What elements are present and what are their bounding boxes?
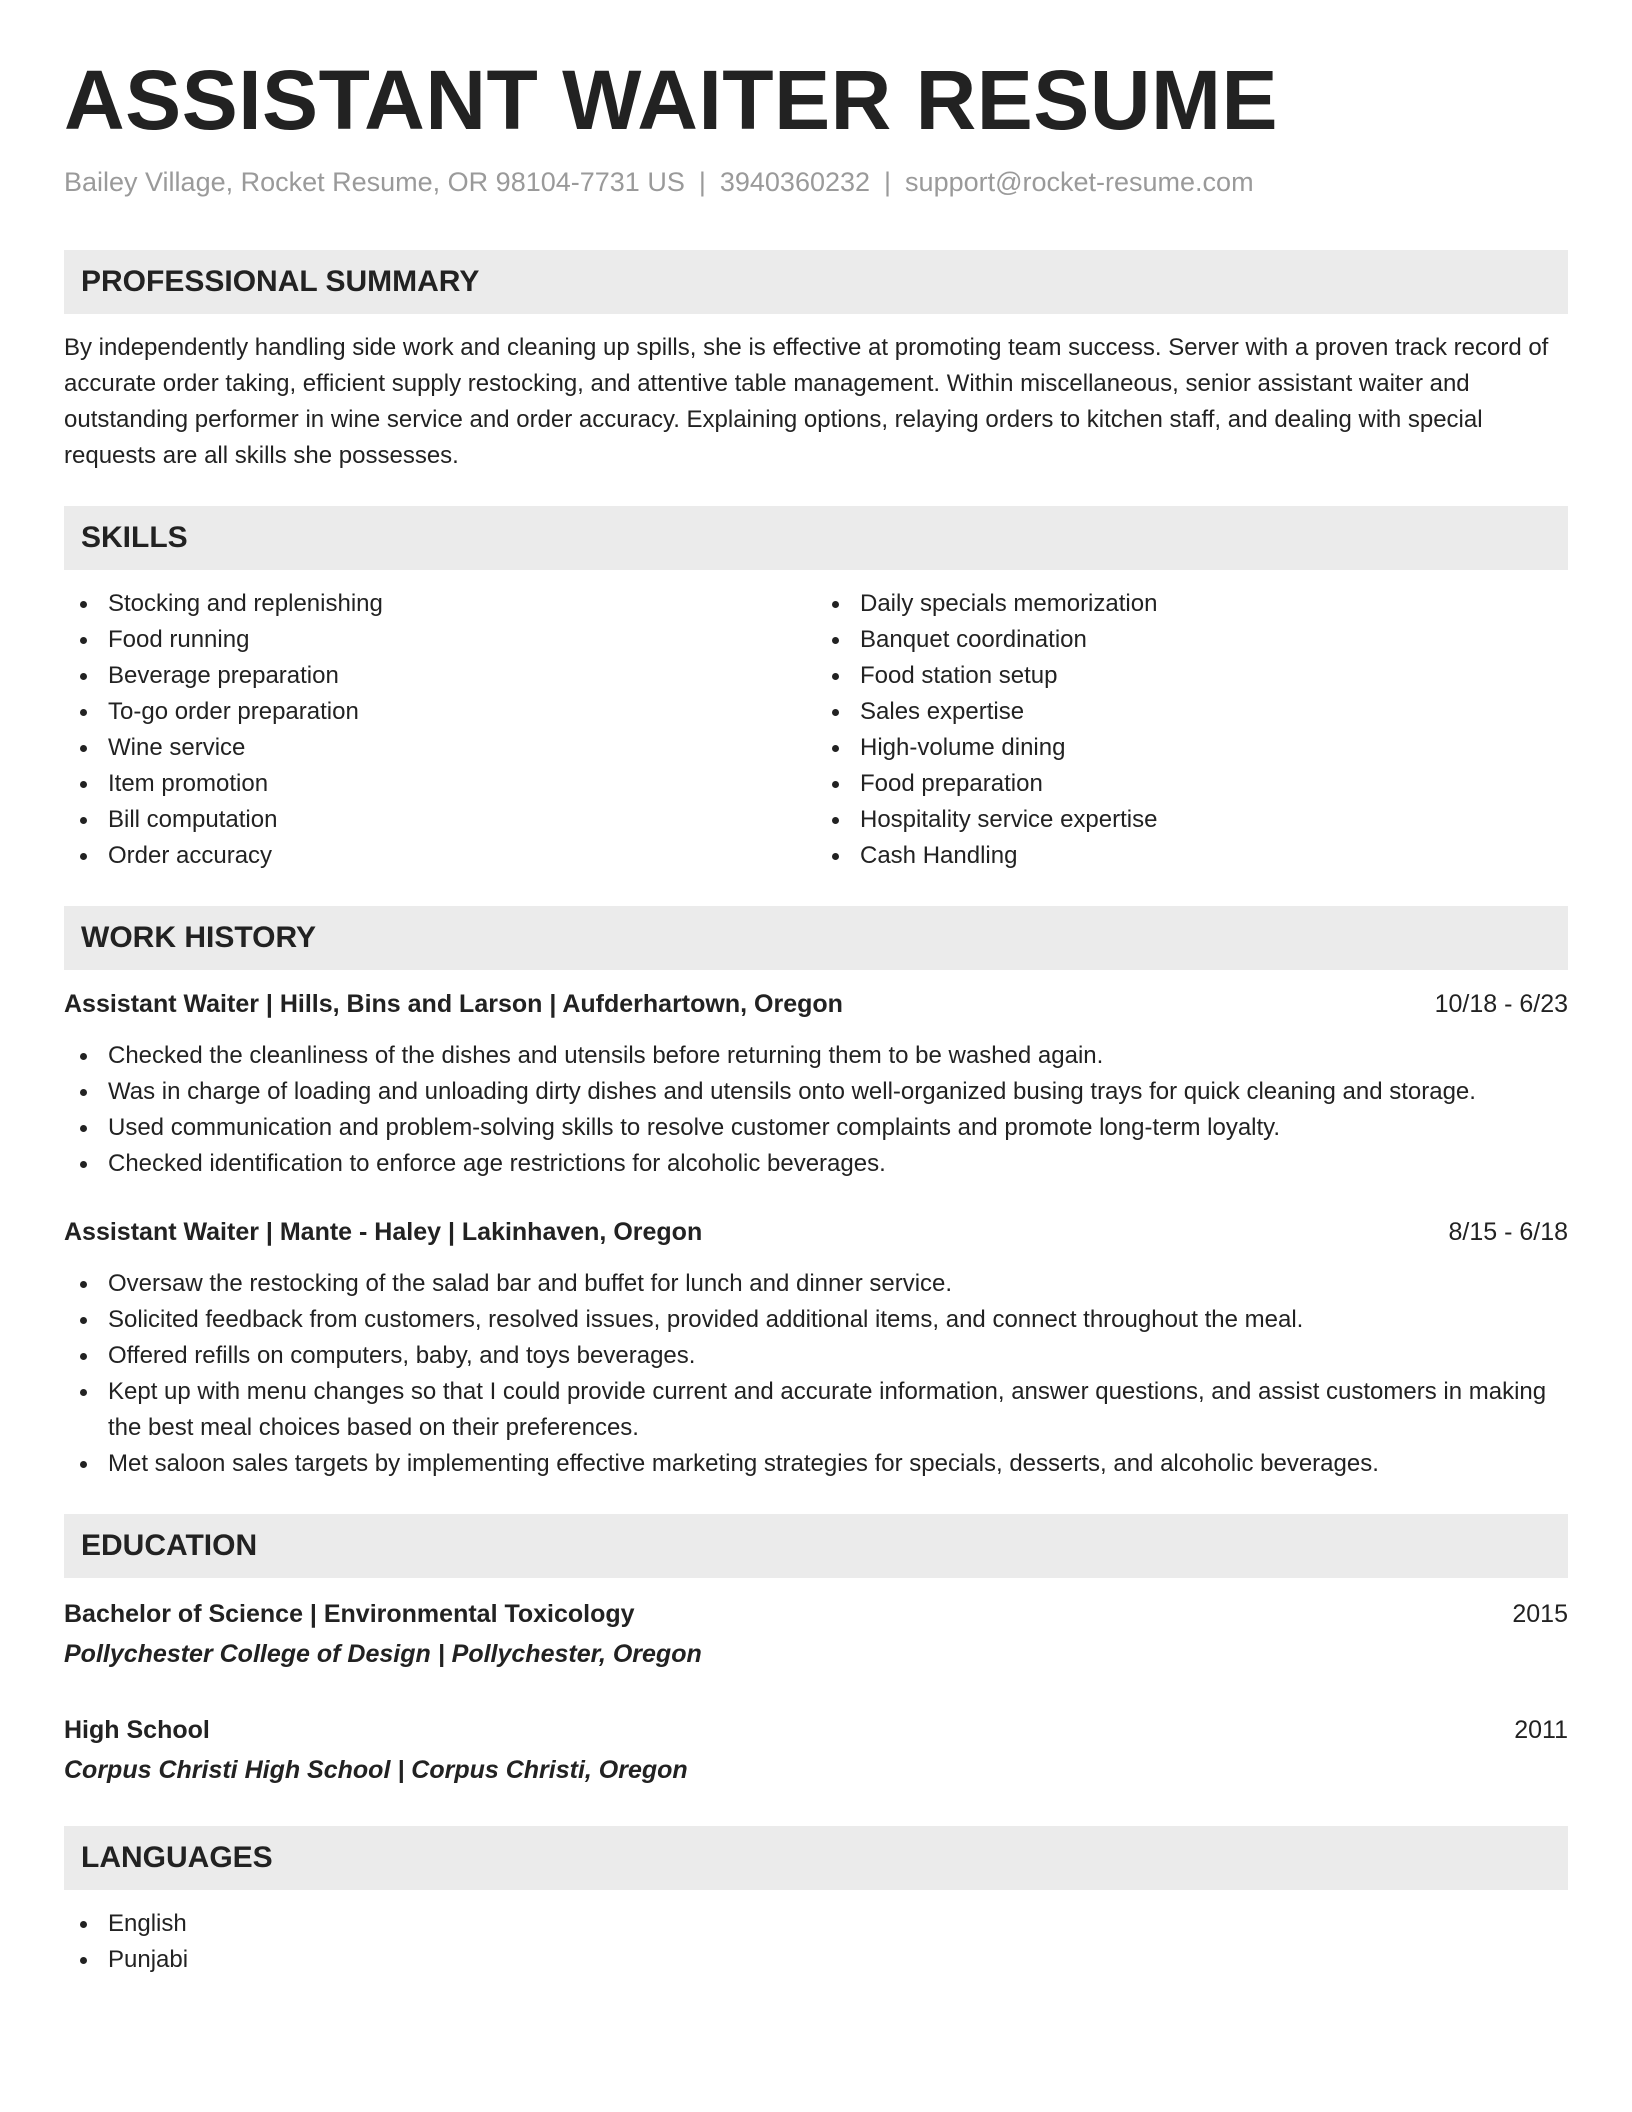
education-year: 2011 (1514, 1715, 1568, 1744)
education-section (64, 1514, 1568, 1790)
skill-item: Bill computation (64, 802, 816, 838)
contact-address: Bailey Village, Rocket Resume, OR 98104-7731 US (64, 166, 685, 197)
summary-section (64, 250, 1568, 474)
skills-grid (64, 586, 1568, 874)
language-item: English (64, 1906, 1568, 1942)
contact-separator: | (884, 166, 892, 197)
skill-item: Beverage preparation (64, 658, 816, 694)
skill-item: Cash Handling (816, 838, 1568, 874)
resume-page (64, 50, 1568, 1978)
job-bullet: Kept up with menu changes so that I could provide current and accurate information, answer questions, and assist customers in making the best meal choices based on their preferences. (64, 1374, 1568, 1446)
skill-item: Banquet coordination (816, 622, 1568, 658)
job-bullet: Oversaw the restocking of the salad bar and buffet for lunch and dinner service. (64, 1266, 1568, 1302)
languages-list (64, 1906, 1568, 1978)
skills-list-right (816, 586, 1568, 874)
job-dates: 10/18 - 6/23 (1434, 989, 1568, 1018)
education-entry (64, 1594, 1568, 1674)
education-header (64, 1710, 1568, 1750)
education-school: Corpus Christi High School | Corpus Christi, Oregon (64, 1755, 688, 1784)
summary-text: By independently handling side work and cleaning up spills, she is effective at promoting team success. Server with a proven track record of accurate order taking, efficient supply restocking, and attentive table management. Within miscellaneous, senior assistant waiter and outstanding performer in wine service and order accuracy. Explaining options, relaying orders to kitchen staff, and dealing with special requests are all skills she possesses. (64, 333, 1549, 469)
job-entry (64, 986, 1568, 1182)
contact-email: support@rocket-resume.com (905, 166, 1254, 197)
job-bullets (64, 1038, 1568, 1182)
education-entry (64, 1710, 1568, 1790)
contact-separator: | (698, 166, 706, 197)
skill-item: Hospitality service expertise (816, 802, 1568, 838)
skill-item: Sales expertise (816, 694, 1568, 730)
skill-item: Daily specials memorization (816, 586, 1568, 622)
education-heading: EDUCATION (64, 1514, 1568, 1578)
job-bullet: Was in charge of loading and unloading dirty dishes and utensils onto well-organized busing trays for quick cleaning and storage. (64, 1074, 1568, 1110)
skills-heading: SKILLS (64, 506, 1568, 570)
skills-list-left (64, 586, 816, 874)
skill-item: Order accuracy (64, 838, 816, 874)
education-year: 2015 (1512, 1599, 1568, 1628)
work-history-section (64, 906, 1568, 1482)
job-title: Assistant Waiter | Hills, Bins and Larson | Aufderhartown, Oregon (64, 989, 843, 1018)
job-bullet: Used communication and problem-solving skills to resolve customer complaints and promote long-term loyalty. (64, 1110, 1568, 1146)
job-bullet: Offered refills on computers, baby, and toys beverages. (64, 1338, 1568, 1374)
job-bullets (64, 1266, 1568, 1482)
skill-item: To-go order preparation (64, 694, 816, 730)
languages-section (64, 1826, 1568, 1978)
skill-item: Food preparation (816, 766, 1568, 802)
resume-title: ASSISTANT WAITER RESUME (64, 53, 1278, 147)
skill-item: High-volume dining (816, 730, 1568, 766)
skill-item: Wine service (64, 730, 816, 766)
job-header (64, 986, 1568, 1022)
skills-section (64, 506, 1568, 874)
work-history-heading: WORK HISTORY (64, 906, 1568, 970)
education-header (64, 1594, 1568, 1634)
skill-item: Food station setup (816, 658, 1568, 694)
job-title: Assistant Waiter | Mante - Haley | Lakinhaven, Oregon (64, 1217, 703, 1246)
skill-item: Item promotion (64, 766, 816, 802)
job-bullet: Checked the cleanliness of the dishes and utensils before returning them to be washed again. (64, 1038, 1568, 1074)
job-bullet: Solicited feedback from customers, resolved issues, provided additional items, and connect throughout the meal. (64, 1302, 1568, 1338)
summary-heading: PROFESSIONAL SUMMARY (64, 250, 1568, 314)
language-item: Punjabi (64, 1942, 1568, 1978)
job-bullet: Met saloon sales targets by implementing effective marketing strategies for specials, desserts, and alcoholic beverages. (64, 1446, 1568, 1482)
education-degree: High School (64, 1715, 210, 1744)
contact-phone: 3940360232 (719, 166, 871, 197)
job-header (64, 1214, 1568, 1250)
skill-item: Food running (64, 622, 816, 658)
education-school: Pollychester College of Design | Pollychester, Oregon (64, 1639, 702, 1668)
skill-item: Stocking and replenishing (64, 586, 816, 622)
contact-line (64, 167, 1568, 198)
job-entry (64, 1214, 1568, 1482)
languages-heading: LANGUAGES (64, 1826, 1568, 1890)
job-bullet: Checked identification to enforce age restrictions for alcoholic beverages. (64, 1146, 1568, 1182)
job-dates: 8/15 - 6/18 (1448, 1217, 1568, 1246)
education-degree: Bachelor of Science | Environmental Toxicology (64, 1599, 635, 1628)
